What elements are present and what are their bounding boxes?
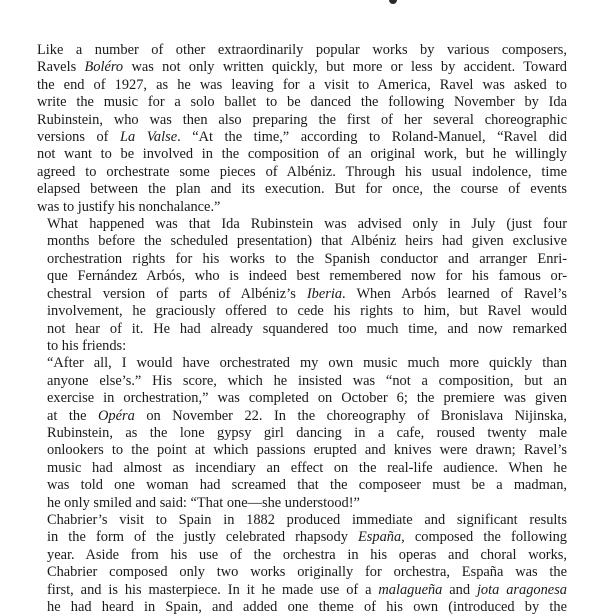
text-line: to his friends: <box>47 337 127 354</box>
text-line: not want to be involved in the composition of an original work, but he willingly <box>37 146 567 163</box>
paragraph <box>37 42 567 216</box>
text-line: year. Aside from his use of the orchestra in his operas and choral works, <box>47 546 567 563</box>
text-line: he had heard in Spain, and added one theme of his own (introduced by the <box>47 599 567 615</box>
text-line: involvement, he graciously offered to cede his rights to him, but Ravel would <box>47 303 567 320</box>
text-line: orchestration rights for his works to the Spanish conductor and arranger Enri- <box>47 250 567 267</box>
page-edge-mark <box>389 0 397 4</box>
body-text <box>37 42 567 616</box>
text-line: music had almost as incendiary an effect on the real-life audience. When he <box>47 459 567 476</box>
text-line: elapsed between the plan and its execution. But for once, the course of events <box>37 181 567 198</box>
italic-title: La Valse <box>120 129 178 146</box>
text-line: was told one woman had screamed that the composeer must be a madman, <box>47 477 567 494</box>
text-line: Rubinstein, as the lone gypsy girl dancing in a cafe, roused twenty male <box>47 424 567 441</box>
text-line: Rubinstein, who was then also preparing the first of her several choreographic <box>37 111 567 128</box>
text-line: exercise in orchestration,” was completed on October 6; the premiere was given <box>47 390 567 407</box>
text-line: months before the scheduled presentation) that Albéniz heirs had given exclusive <box>47 233 567 250</box>
text-line: not hear of it. He had already squandered too much time, and now remarked <box>47 320 567 337</box>
text-line: Ravels Boléro was not only written quickly, but more or less by accident. Toward <box>37 59 567 76</box>
text-line: What happened was that Ida Rubinstein was advised only in July (just four <box>47 216 567 233</box>
text-line: onlookers to the point at which passions erupted and knives were drawn; Ravel’s <box>47 442 567 459</box>
text-line: he only smiled and said: “That one—she understood!” <box>47 494 360 511</box>
text-line: Like a number of other extraordinarily popular works by various composers, <box>37 42 567 58</box>
text-line: at the Opéra on November 22. In the choreography of Bronislava Nijinska, <box>47 407 567 424</box>
paragraph <box>37 216 567 355</box>
italic-title: Boléro <box>84 59 124 76</box>
text-line: in the form of the justly celebrated rhapsody España, composed the following <box>47 529 567 546</box>
text-line: Chabrier composed only two works originally for orchestra, España was the <box>47 564 567 581</box>
text-line: the end of 1927, as he was leaving for a visit to America, Ravel was asked to <box>37 76 567 93</box>
text-line: agreed to orchestrate some pieces of Albéniz. Through his usual indolence, time <box>37 163 567 180</box>
text-line: chestral version of parts of Albéniz’s Iberia. When Arbós learned of Ravel’s <box>47 285 567 302</box>
text-line: first, and is his masterpiece. In it he made use of a malagueña and jota aragonesa <box>47 581 567 598</box>
text-line: anyone else’s.” His score, which he insisted was “not a composition, but an <box>47 372 567 389</box>
italic-title: malagueña <box>378 581 443 598</box>
italic-title: España, <box>358 529 405 546</box>
italic-title: Opéra <box>98 407 135 424</box>
italic-title: Iberia <box>306 285 343 302</box>
text-line: Chabrier’s visit to Spain in 1882 produced immediate and significant results <box>47 511 567 528</box>
text-line: versions of La Valse. “At the time,” according to Roland-Manuel, “Ravel did <box>37 129 567 146</box>
paragraph <box>37 355 567 512</box>
text-line: write the music for a solo ballet to be danced the following November by Ida <box>37 94 567 111</box>
text-line: was to justify his nonchalance.” <box>37 198 221 215</box>
paragraph <box>37 512 567 616</box>
text-line: que Fernández Arbós, who is indeed best remembered now for his famous or- <box>47 268 567 285</box>
text-line: “After all, I would have orchestrated my own music much more quickly than <box>47 355 567 372</box>
italic-title: jota aragonesa <box>476 581 567 598</box>
